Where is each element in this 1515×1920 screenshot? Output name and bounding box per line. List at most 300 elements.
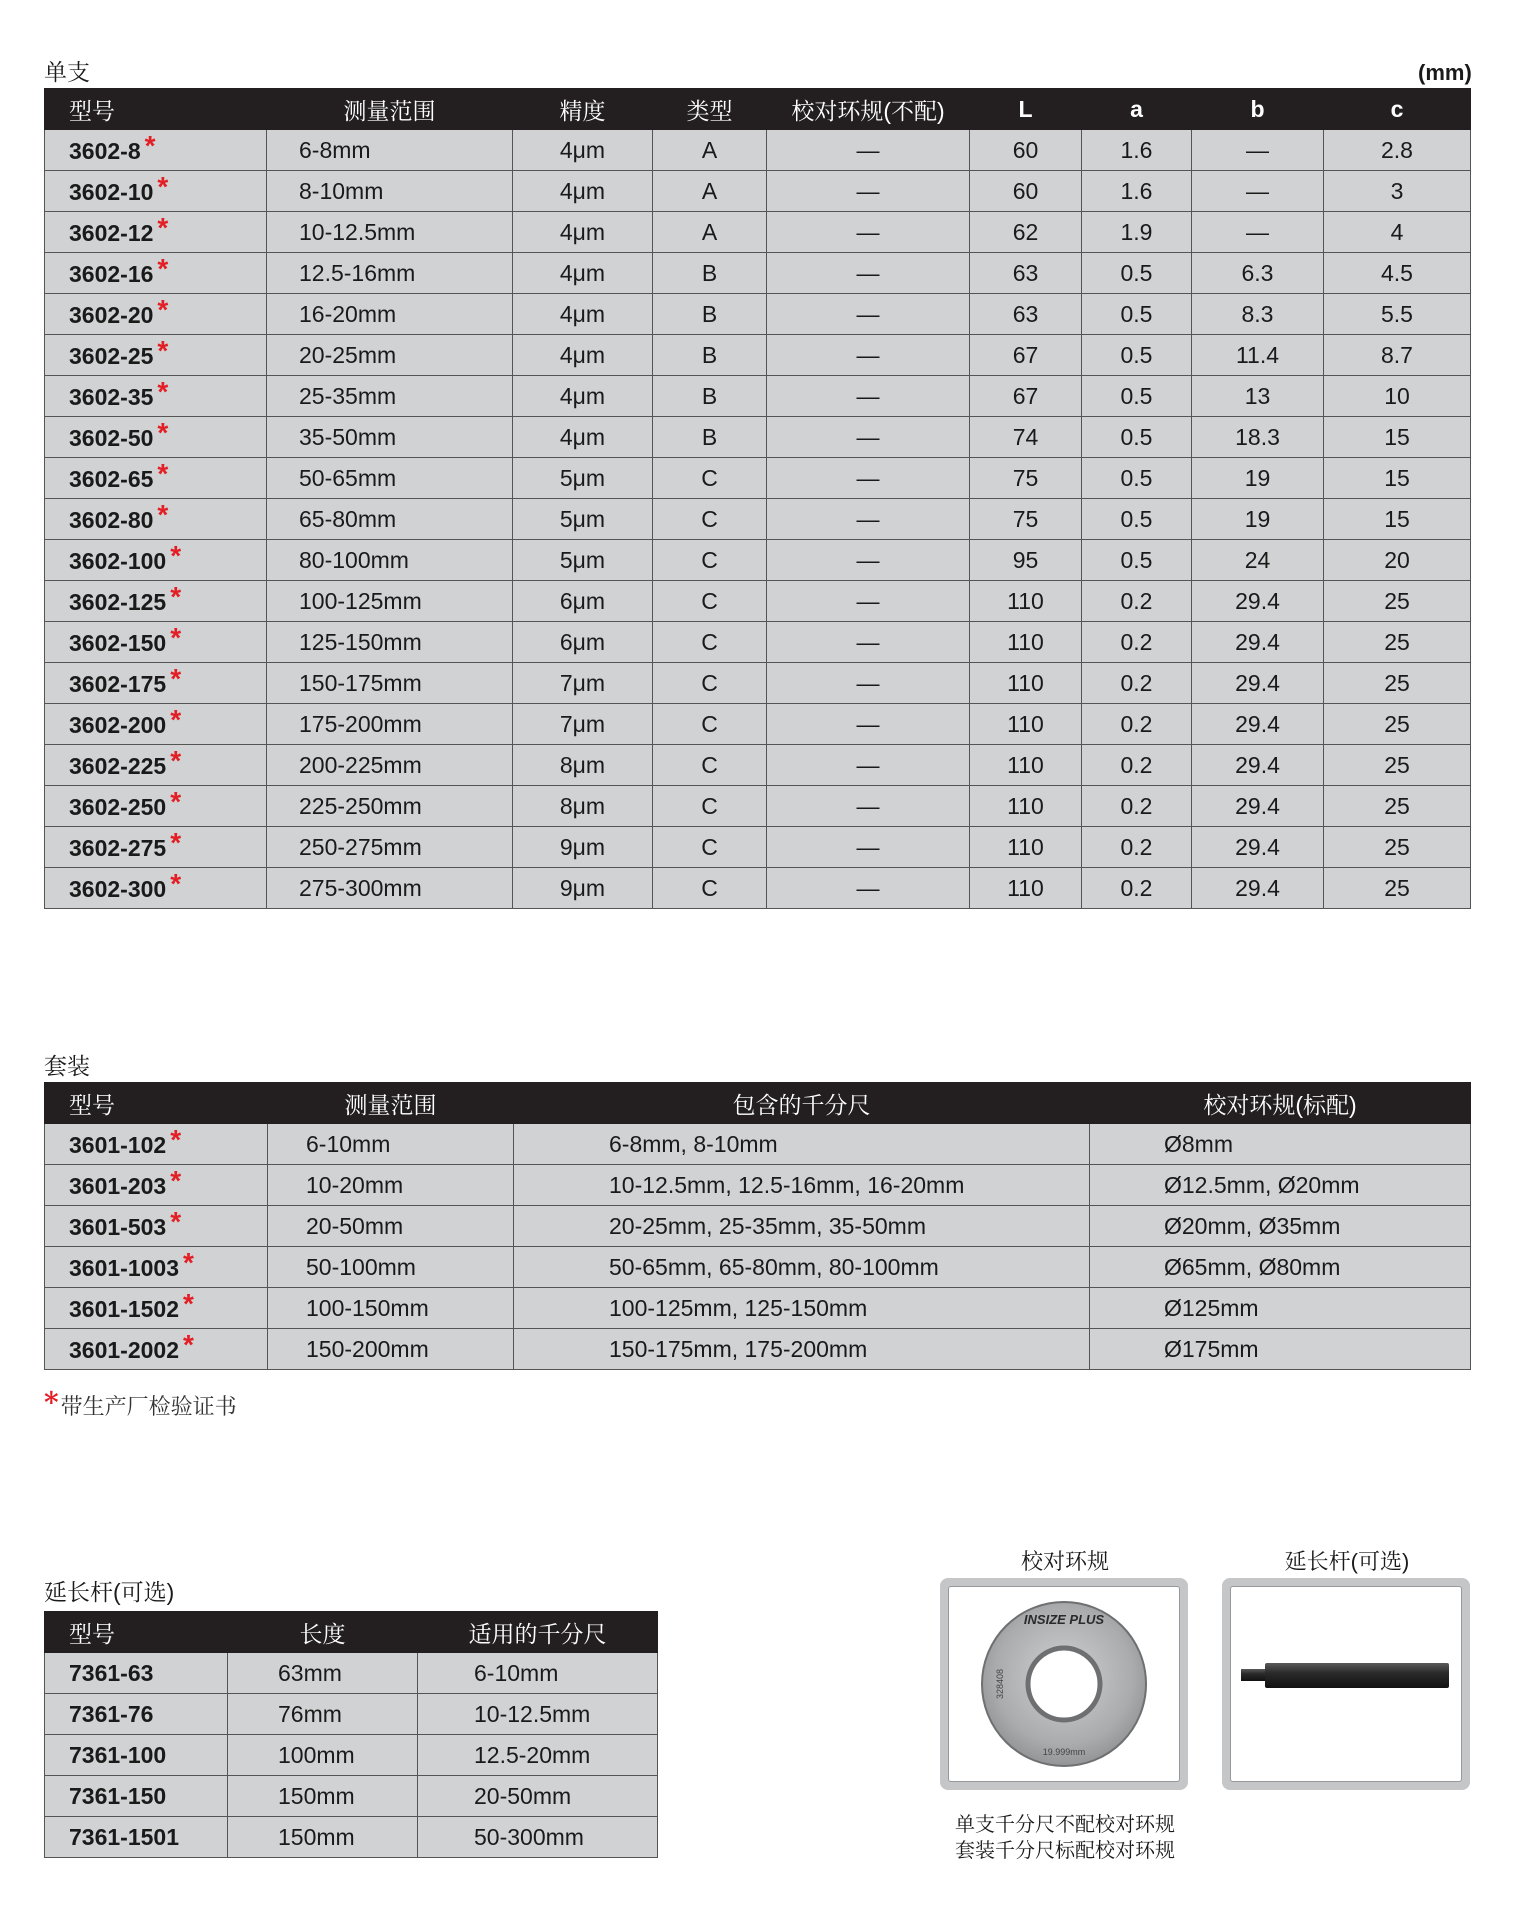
table-cell: 3 <box>1324 171 1471 212</box>
table-cell: — <box>767 540 970 581</box>
model-number: 7361-76 <box>69 1700 154 1727</box>
table-cell: C <box>653 663 767 704</box>
table-row <box>45 827 1471 868</box>
table-row <box>45 376 1471 417</box>
table-cell: 63 <box>970 253 1082 294</box>
table-cell: 95 <box>970 540 1082 581</box>
table-cell: 4μm <box>513 417 653 458</box>
certificate-star-icon: * <box>170 1165 182 1196</box>
certificate-star-icon: * <box>170 786 182 817</box>
model-cell <box>45 1776 228 1817</box>
table-row <box>45 212 1471 253</box>
table-row <box>45 745 1471 786</box>
ring-gauge-picture <box>949 1587 1179 1781</box>
table-cell: 25 <box>1324 704 1471 745</box>
table-cell: — <box>767 704 970 745</box>
table-cell: 125-150mm <box>267 622 513 663</box>
model-number: 3602-80 <box>69 507 154 533</box>
table-cell: 100-125mm, 125-150mm <box>514 1288 1090 1329</box>
model-number: 3602-125 <box>69 589 167 615</box>
table-row <box>45 499 1471 540</box>
table-cell: Ø175mm <box>1090 1329 1471 1370</box>
certificate-star-icon: * <box>144 130 156 161</box>
model-number: 7361-63 <box>69 1659 154 1686</box>
table-cell: 5.5 <box>1324 294 1471 335</box>
table-cell: 15 <box>1324 499 1471 540</box>
model-cell <box>45 1329 268 1370</box>
model-cell <box>45 253 267 294</box>
table-cell: 4μm <box>513 171 653 212</box>
rod-caption: 延长杆(可选) <box>1284 1549 1410 1574</box>
model-number: 3602-225 <box>69 753 167 779</box>
table-cell: 7μm <box>513 663 653 704</box>
table-cell: — <box>767 212 970 253</box>
table-cell: — <box>767 622 970 663</box>
table-row <box>45 1124 1471 1165</box>
table-cell: Ø125mm <box>1090 1288 1471 1329</box>
table-cell: 60 <box>970 130 1082 171</box>
model-number: 3602-50 <box>69 425 154 451</box>
table-cell: 0.2 <box>1082 704 1192 745</box>
single-header-2: 精度 <box>513 89 653 130</box>
table-row <box>45 704 1471 745</box>
table-cell: 25-35mm <box>267 376 513 417</box>
table-cell: 4μm <box>513 212 653 253</box>
model-cell <box>45 540 267 581</box>
table-cell: Ø20mm, Ø35mm <box>1090 1206 1471 1247</box>
table-cell: 0.2 <box>1082 663 1192 704</box>
table-cell: 16-20mm <box>267 294 513 335</box>
table-cell: 8μm <box>513 786 653 827</box>
table-cell: 5μm <box>513 540 653 581</box>
table-row <box>45 1165 1471 1206</box>
table-cell: 29.4 <box>1192 704 1324 745</box>
table-cell: 25 <box>1324 745 1471 786</box>
table-cell: C <box>653 827 767 868</box>
table-cell: 4μm <box>513 294 653 335</box>
extension-rod-picture <box>1231 1587 1461 1781</box>
table-cell: C <box>653 868 767 909</box>
table-row <box>45 581 1471 622</box>
model-cell <box>45 294 267 335</box>
table-cell: A <box>653 130 767 171</box>
certificate-star-icon: * <box>170 704 182 735</box>
model-cell <box>45 1124 268 1165</box>
table-cell: 0.2 <box>1082 786 1192 827</box>
certificate-star-icon: * <box>170 827 182 858</box>
table-cell: B <box>653 294 767 335</box>
note-star: * <box>44 1386 59 1419</box>
model-cell <box>45 335 267 376</box>
model-cell <box>45 1247 268 1288</box>
sets-header-3: 校对环规(标配) <box>1090 1083 1471 1124</box>
table-cell: 1.6 <box>1082 130 1192 171</box>
table-cell: 2.8 <box>1324 130 1471 171</box>
table-cell: 25 <box>1324 581 1471 622</box>
table-cell: 8-10mm <box>267 171 513 212</box>
table-cell: 0.5 <box>1082 335 1192 376</box>
table-cell: — <box>767 253 970 294</box>
set-table <box>44 1082 1471 1370</box>
table-cell: 5μm <box>513 458 653 499</box>
table-cell: — <box>767 294 970 335</box>
certificate-star-icon: * <box>157 335 169 366</box>
table-cell: — <box>767 786 970 827</box>
table-cell: 150-175mm <box>267 663 513 704</box>
table-cell: 7μm <box>513 704 653 745</box>
table-cell: 11.4 <box>1192 335 1324 376</box>
table-cell: 18.3 <box>1192 417 1324 458</box>
table-cell: — <box>767 581 970 622</box>
table-row <box>45 1817 658 1858</box>
table-cell: 10-12.5mm <box>267 212 513 253</box>
table-cell: — <box>767 130 970 171</box>
model-cell <box>45 1735 228 1776</box>
table-cell: 110 <box>970 827 1082 868</box>
model-number: 3602-150 <box>69 630 167 656</box>
model-cell <box>45 1694 228 1735</box>
model-number: 3601-2002 <box>69 1337 179 1363</box>
table-cell: 6μm <box>513 622 653 663</box>
table-cell: 110 <box>970 786 1082 827</box>
table-cell: 0.2 <box>1082 868 1192 909</box>
table-cell: 110 <box>970 745 1082 786</box>
extension-table <box>44 1611 658 1858</box>
table-cell: — <box>1192 212 1324 253</box>
model-number: 3601-1003 <box>69 1255 179 1281</box>
table-cell: 100-125mm <box>267 581 513 622</box>
model-cell <box>45 499 267 540</box>
model-number: 3602-20 <box>69 302 154 328</box>
model-cell <box>45 745 267 786</box>
model-cell <box>45 1653 228 1694</box>
table-cell: 10-20mm <box>268 1165 514 1206</box>
model-number: 3601-102 <box>69 1132 167 1158</box>
table-cell: — <box>1192 130 1324 171</box>
certificate-star-icon: * <box>170 622 182 653</box>
table-cell: 24 <box>1192 540 1324 581</box>
table-cell: C <box>653 540 767 581</box>
model-number: 3602-10 <box>69 179 154 205</box>
certificate-star-icon: * <box>183 1247 194 1278</box>
table-cell: 8.3 <box>1192 294 1324 335</box>
table-cell: 76mm <box>228 1694 418 1735</box>
extension-header-0: 型号 <box>45 1612 228 1653</box>
table-cell: 25 <box>1324 622 1471 663</box>
model-number: 3602-12 <box>69 220 154 246</box>
table-cell: 50-65mm, 65-80mm, 80-100mm <box>514 1247 1090 1288</box>
table-cell: — <box>767 171 970 212</box>
model-number: 3602-250 <box>69 794 167 820</box>
table-cell: 25 <box>1324 827 1471 868</box>
table-cell: 0.5 <box>1082 458 1192 499</box>
model-cell <box>45 130 267 171</box>
table-cell: 110 <box>970 663 1082 704</box>
certificate-star-icon: * <box>170 663 182 694</box>
table-row <box>45 171 1471 212</box>
table-cell: Ø65mm, Ø80mm <box>1090 1247 1471 1288</box>
table-cell: 5μm <box>513 499 653 540</box>
table-cell: 67 <box>970 376 1082 417</box>
model-cell <box>45 786 267 827</box>
certificate-star-icon: * <box>170 868 182 899</box>
table-cell: 0.2 <box>1082 581 1192 622</box>
table-cell: 0.2 <box>1082 745 1192 786</box>
model-number: 3602-16 <box>69 261 154 287</box>
table-cell: 6-8mm, 8-10mm <box>514 1124 1090 1165</box>
table-cell: 100mm <box>228 1735 418 1776</box>
table-cell: 4μm <box>513 253 653 294</box>
set-section-title: 套装 <box>44 1053 90 1079</box>
table-cell: 8.7 <box>1324 335 1471 376</box>
table-cell: 150-175mm, 175-200mm <box>514 1329 1090 1370</box>
table-row <box>45 130 1471 171</box>
unit-label: (mm) <box>1418 60 1472 85</box>
single-header-1: 测量范围 <box>267 89 513 130</box>
table-row <box>45 458 1471 499</box>
table-cell: 6-10mm <box>268 1124 514 1165</box>
table-cell: 1.6 <box>1082 171 1192 212</box>
model-number: 7361-100 <box>69 1741 167 1768</box>
ring-gauge-image <box>948 1586 1180 1782</box>
table-cell: B <box>653 335 767 376</box>
table-cell: 110 <box>970 704 1082 745</box>
table-cell: 12.5-20mm <box>418 1735 658 1776</box>
table-cell: 1.9 <box>1082 212 1192 253</box>
table-cell: 50-100mm <box>268 1247 514 1288</box>
table-cell: 25 <box>1324 663 1471 704</box>
table-row <box>45 540 1471 581</box>
sets-header-1: 测量范围 <box>268 1083 514 1124</box>
single-header-4: 校对环规(不配) <box>767 89 970 130</box>
model-number: 3602-65 <box>69 466 154 492</box>
table-row <box>45 1653 658 1694</box>
certificate-star-icon: * <box>183 1329 194 1360</box>
table-cell: — <box>767 499 970 540</box>
bottom-caption-1: 单支千分尺不配校对环规 <box>955 1814 1175 1836</box>
table-cell: 50-300mm <box>418 1817 658 1858</box>
ring-gauge-image-frame <box>940 1578 1188 1790</box>
table-cell: A <box>653 171 767 212</box>
table-cell: 200-225mm <box>267 745 513 786</box>
table-cell: 10 <box>1324 376 1471 417</box>
certificate-star-icon: * <box>157 253 169 284</box>
model-number: 3601-503 <box>69 1214 167 1240</box>
table-cell: — <box>767 335 970 376</box>
table-cell: 110 <box>970 581 1082 622</box>
table-cell: 6-10mm <box>418 1653 658 1694</box>
table-cell: 50-65mm <box>267 458 513 499</box>
table-cell: 29.4 <box>1192 868 1324 909</box>
model-number: 3602-200 <box>69 712 167 738</box>
model-number: 3602-100 <box>69 548 167 574</box>
certificate-star-icon: * <box>157 458 169 489</box>
table-cell: 29.4 <box>1192 745 1324 786</box>
model-cell <box>45 663 267 704</box>
certificate-star-icon: * <box>157 212 169 243</box>
table-cell: C <box>653 458 767 499</box>
table-row <box>45 253 1471 294</box>
certificate-star-icon: * <box>157 499 169 530</box>
table-cell: 150-200mm <box>268 1329 514 1370</box>
table-cell: 75 <box>970 458 1082 499</box>
table-cell: 0.5 <box>1082 499 1192 540</box>
table-cell: 20-50mm <box>268 1206 514 1247</box>
table-cell: 10-12.5mm <box>418 1694 658 1735</box>
table-row <box>45 663 1471 704</box>
sets-header-2: 包含的千分尺 <box>514 1083 1090 1124</box>
table-cell: 0.5 <box>1082 417 1192 458</box>
table-cell: 110 <box>970 622 1082 663</box>
table-cell: 8μm <box>513 745 653 786</box>
model-number: 3602-300 <box>69 876 167 902</box>
table-cell: 4μm <box>513 130 653 171</box>
table-cell: C <box>653 704 767 745</box>
table-cell: 4 <box>1324 212 1471 253</box>
table-cell: 0.2 <box>1082 622 1192 663</box>
model-cell <box>45 827 267 868</box>
certificate-note <box>44 1388 237 1421</box>
table-cell: 9μm <box>513 868 653 909</box>
ring-caption: 校对环规 <box>1020 1549 1109 1574</box>
table-cell: 175-200mm <box>267 704 513 745</box>
single-header-8: c <box>1324 89 1471 130</box>
certificate-star-icon: * <box>157 294 169 325</box>
model-cell <box>45 581 267 622</box>
table-cell: 15 <box>1324 458 1471 499</box>
table-cell: 4μm <box>513 376 653 417</box>
table-cell: 29.4 <box>1192 581 1324 622</box>
table-cell: 9μm <box>513 827 653 868</box>
model-number: 3602-175 <box>69 671 167 697</box>
certificate-star-icon: * <box>183 1288 194 1319</box>
table-cell: 0.5 <box>1082 294 1192 335</box>
table-cell: A <box>653 212 767 253</box>
table-row <box>45 786 1471 827</box>
table-cell: C <box>653 622 767 663</box>
table-cell: C <box>653 581 767 622</box>
table-cell: 10-12.5mm, 12.5-16mm, 16-20mm <box>514 1165 1090 1206</box>
table-cell: 0.2 <box>1082 827 1192 868</box>
table-cell: 29.4 <box>1192 786 1324 827</box>
table-cell: 6.3 <box>1192 253 1324 294</box>
model-cell <box>45 417 267 458</box>
table-cell: — <box>767 868 970 909</box>
table-cell: Ø12.5mm, Ø20mm <box>1090 1165 1471 1206</box>
table-cell: 29.4 <box>1192 827 1324 868</box>
table-cell: 19 <box>1192 499 1324 540</box>
table-cell: 0.5 <box>1082 540 1192 581</box>
ring-size-text: 19.999mm <box>1042 1747 1086 1757</box>
table-cell: Ø8mm <box>1090 1124 1471 1165</box>
certificate-star-icon: * <box>170 745 182 776</box>
table-cell: 13 <box>1192 376 1324 417</box>
table-cell: 67 <box>970 335 1082 376</box>
table-cell: C <box>653 745 767 786</box>
table-cell: 74 <box>970 417 1082 458</box>
model-cell <box>45 171 267 212</box>
single-header-5: L <box>970 89 1082 130</box>
table-cell: 80-100mm <box>267 540 513 581</box>
certificate-star-icon: * <box>157 417 169 448</box>
model-cell <box>45 1288 268 1329</box>
table-cell: 20 <box>1324 540 1471 581</box>
single-header-6: a <box>1082 89 1192 130</box>
table-cell: 25 <box>1324 786 1471 827</box>
extension-header-1: 长度 <box>228 1612 418 1653</box>
model-number: 3601-1502 <box>69 1296 179 1322</box>
table-row <box>45 1247 1471 1288</box>
table-row <box>45 335 1471 376</box>
model-number: 3602-35 <box>69 384 154 410</box>
table-cell: 4μm <box>513 335 653 376</box>
single-table <box>44 88 1471 909</box>
table-cell: 20-50mm <box>418 1776 658 1817</box>
table-cell: 150mm <box>228 1817 418 1858</box>
model-cell <box>45 458 267 499</box>
model-cell <box>45 212 267 253</box>
extension-rod-image-frame <box>1222 1578 1470 1790</box>
certificate-star-icon: * <box>170 1124 182 1155</box>
table-cell: — <box>767 458 970 499</box>
table-cell: 250-275mm <box>267 827 513 868</box>
table-cell: 19 <box>1192 458 1324 499</box>
model-number: 3602-275 <box>69 835 167 861</box>
table-row <box>45 1735 658 1776</box>
note-text: 带生产厂检验证书 <box>60 1395 237 1420</box>
table-cell: B <box>653 376 767 417</box>
table-cell: C <box>653 499 767 540</box>
table-cell: — <box>767 663 970 704</box>
model-number: 3601-203 <box>69 1173 167 1199</box>
table-cell: 75 <box>970 499 1082 540</box>
table-cell: B <box>653 417 767 458</box>
ring-serial-text: 328408 <box>995 1668 1005 1700</box>
table-cell: 20-25mm <box>267 335 513 376</box>
extension-header-2: 适用的千分尺 <box>418 1612 658 1653</box>
model-number: 7361-1501 <box>69 1823 179 1850</box>
table-cell: B <box>653 253 767 294</box>
table-row <box>45 1694 658 1735</box>
table-cell: 63 <box>970 294 1082 335</box>
table-cell: 15 <box>1324 417 1471 458</box>
bottom-caption-2: 套装千分尺标配校对环规 <box>955 1840 1175 1862</box>
model-cell <box>45 704 267 745</box>
single-section-title: 单支 <box>44 59 90 85</box>
certificate-star-icon: * <box>170 581 182 612</box>
model-cell <box>45 1817 228 1858</box>
extension-rod-image <box>1230 1586 1462 1782</box>
table-cell: 225-250mm <box>267 786 513 827</box>
table-cell: 275-300mm <box>267 868 513 909</box>
table-cell: 0.5 <box>1082 253 1192 294</box>
single-header-0: 型号 <box>45 89 267 130</box>
table-row <box>45 417 1471 458</box>
ring-logo-text: INSIZE PLUS <box>1023 1612 1105 1627</box>
table-cell: 150mm <box>228 1776 418 1817</box>
table-cell: 20-25mm, 25-35mm, 35-50mm <box>514 1206 1090 1247</box>
single-header-3: 类型 <box>653 89 767 130</box>
extension-section-title: 延长杆(可选) <box>44 1579 175 1605</box>
table-cell: 110 <box>970 868 1082 909</box>
table-cell: 0.5 <box>1082 376 1192 417</box>
table-cell: 4.5 <box>1324 253 1471 294</box>
table-row <box>45 1329 1471 1370</box>
sets-header-0: 型号 <box>45 1083 268 1124</box>
table-cell: 29.4 <box>1192 663 1324 704</box>
table-cell: — <box>1192 171 1324 212</box>
table-row <box>45 868 1471 909</box>
